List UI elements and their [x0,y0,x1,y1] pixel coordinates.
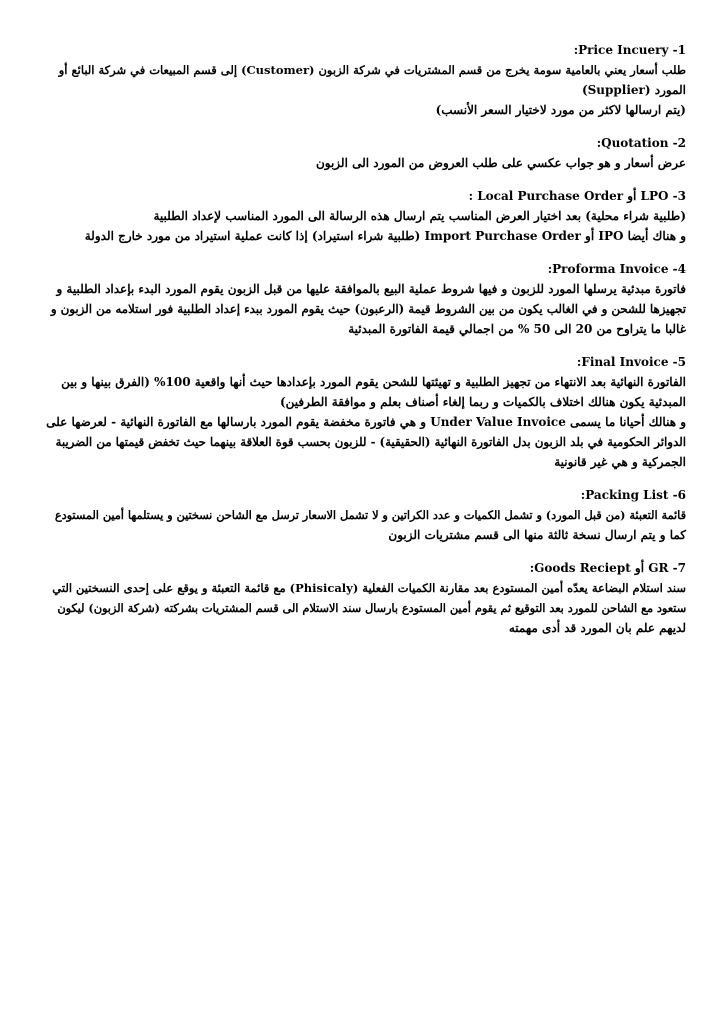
section-line: الفاتورة النهائية بعد الانتهاء من تجهيز الطلبية و تهيئتها للشحن يقوم المورد بإعدادها حيث أنها واقعية 100% (الفرق بينها و بين [61,375,686,389]
section-line: تجهيزها للشحن و في الغالب يكون من بين الشروط قيمة (الرعبون) حيث يقوم المورد ببدء إعداد الطلبية فور استلامه من الزبون و [50,302,686,316]
section-heading: 3- LPO أو Local Purchase Order : [468,189,686,203]
section-line: كما و يتم ارسال نسخة ثالثة منها الى قسم مشتريات الزبون [388,528,686,542]
section-line: قائمة التعبئة (من قبل المورد) و تشمل الكميات و عدد الكراتين و لا تشمل الاسعار ترسل مع الشاحن نسختين و يستلمها أمين المستودع [54,508,686,522]
section-3 [46,186,686,246]
section-1 [46,40,686,120]
section-line: المورد (Supplier) [581,83,686,97]
section-6 [46,485,686,545]
section-line: ستعود مع الشاحن للمورد بعد التوقيع ثم يقوم أمين المستودع بارسال سند الاستلام الى قسم المشتريات بشركته (شركة الزبون) ليكون [57,601,686,615]
section-line: الجمركية و هي غير قانونية [554,455,686,469]
section-line: فاتورة مبدئية يرسلها المورد للزبون و فيها شروط عملية البيع بالموافقة عليها من قبل الزبون يقوم المورد البدء بإعداد الطلبية و [56,282,686,296]
section-line: لديهم علم بان المورد قد أدى مهمته [508,621,686,635]
section-7 [46,558,686,638]
document-body [46,40,686,651]
section-line: و هنالك أحيانا ما يسمى Under Value Invoice و هي فاتورة مخفضة يقوم المورد بارسالها مع الفاتورة النهائية - لعرضها على [46,415,686,429]
section-4 [46,259,686,339]
section-line: عرض أسعار و هو جواب عكسي على طلب العروض من المورد الى الزبون [315,156,686,170]
section-heading: 5- Final Invoice: [576,355,686,369]
section-heading: 6- Packing List: [580,488,686,502]
section-line: (يتم ارسالها لاكثر من مورد لاختيار السعر الأنسب) [435,103,686,117]
section-2 [46,133,686,173]
section-line: طلب أسعار يعني بالعامية سومة يخرج من قسم المشتريات في شركة الزبون (Customer) إلى قسم المبيعات في شركة البائع أو [58,63,686,77]
section-line: (طلبية شراء محلية) بعد اختيار العرض المناسب يتم ارسال هذه الرسالة الى المورد المناسب لإعداد الطلبية [153,209,686,223]
section-5 [46,352,686,472]
section-line: سند استلام البضاعة يعدّه أمين المستودع بعد مقارنة الكميات الفعلية (Phisicaly) مع قائمة التعبئة و يوقع على إحدى النسختين التي [52,581,686,595]
section-heading: 2- Quotation: [596,136,686,150]
section-heading: 1- Price Incuery: [573,43,686,57]
section-line: المبدئية يكون هنالك اختلاف بالكميات و ربما إلغاء أصناف بعلم و موافقة الطرفين) [279,395,686,409]
section-line: و هناك أيضا IPO أو Import Purchase Order (طلبية شراء استيراد) إذا كانت عملية استيراد من مورد خارج الدولة [84,229,686,243]
section-heading: 4- Proforma Invoice: [547,262,686,276]
section-heading: 7- GR أو Goods Reciept: [529,561,686,575]
section-line: الدوائر الحكومية في بلد الزبون بدل الفاتورة النهائية (الحقيقية) - للزبون بحسب قوة العلاقة بينهما حيث تخفض قيمتها من الضريبة [55,435,686,449]
section-line: غالبا ما يتراوح من 20 الى 50 % من اجمالي قيمة الفاتورة المبدئية [348,322,686,336]
